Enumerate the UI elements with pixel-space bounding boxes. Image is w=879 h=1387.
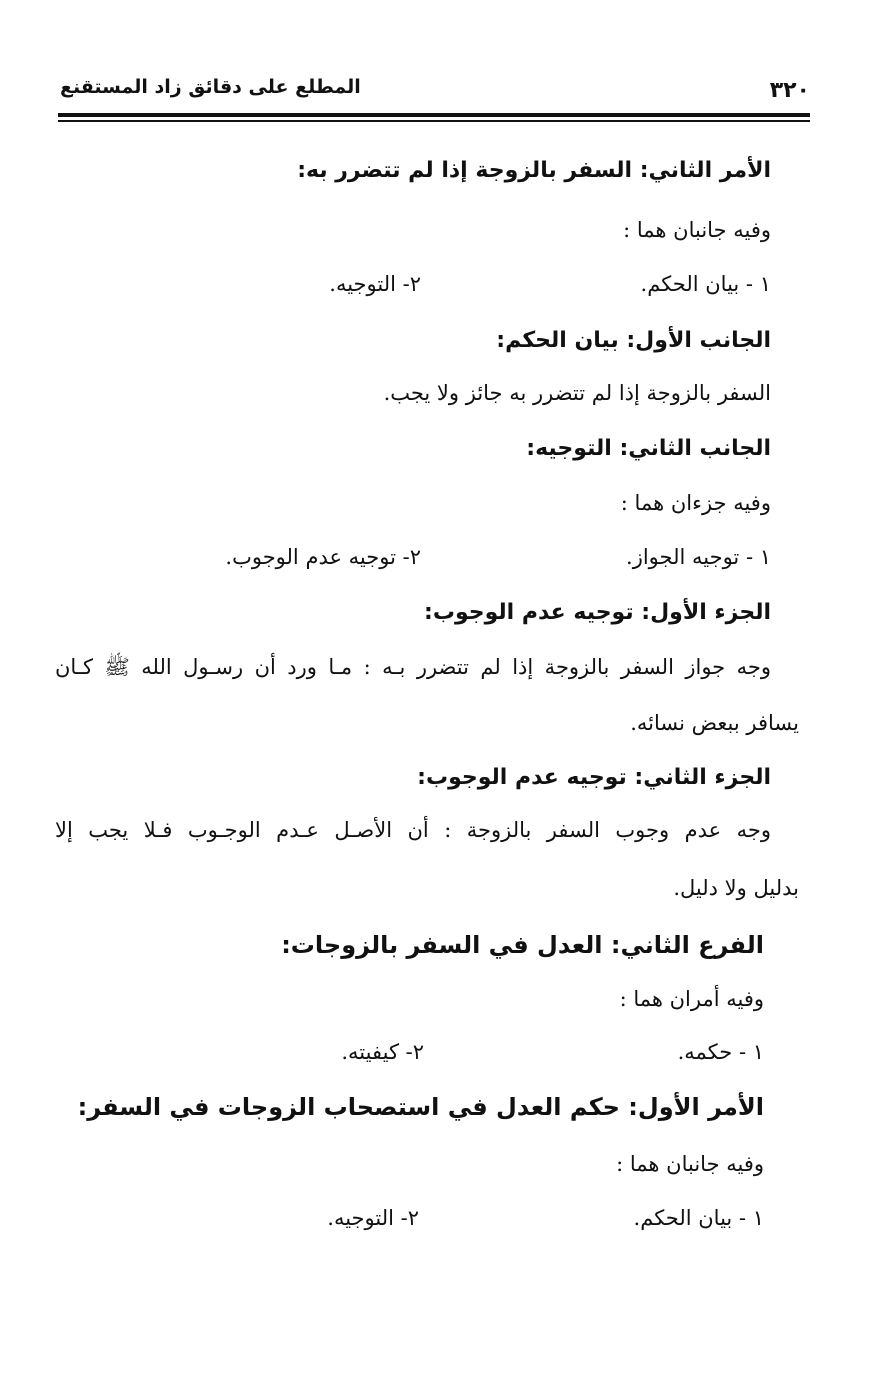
running-title: المطلع على دقائق زاد المستقنع <box>60 76 361 98</box>
paragraph: وفيه جانبان هما : <box>616 1152 764 1176</box>
paragraph: وفيه أمران هما : <box>619 987 764 1011</box>
section-heading: الأمر الأول: حكم العدل في استصحاب الزوجات في السفر: <box>77 1093 764 1121</box>
page-header <box>60 68 810 112</box>
paragraph: وفيه جزءان هما : <box>620 491 771 515</box>
list-row <box>64 1040 764 1072</box>
subheading: الجزء الثاني: توجيه عدم الوجوب: <box>417 765 771 790</box>
list-item: ٢- التوجيه. <box>329 272 421 296</box>
list-row <box>71 272 771 304</box>
header-rule-thick <box>58 113 810 117</box>
section-heading: الأمر الثاني: السفر بالزوجة إذا لم تتضرر به: <box>297 158 771 183</box>
list-item: ١ - بيان الحكم. <box>640 272 771 296</box>
paragraph: السفر بالزوجة إذا لم تتضرر به جائز ولا يجب. <box>383 381 771 405</box>
subheading: الجانب الثاني: التوجيه: <box>526 436 771 461</box>
list-item: ٢- كيفيته. <box>341 1040 424 1064</box>
list-row <box>71 545 771 577</box>
paragraph: وجه عدم وجوب السفر بالزوجة : أن الأصـل عـدم الوجـوب فـلا يجب إلا <box>55 818 771 842</box>
list-item: ٢- توجيه عدم الوجوب. <box>225 545 421 569</box>
paragraph: بدليل ولا دليل. <box>673 876 799 900</box>
list-item: ٢- التوجيه. <box>327 1206 419 1230</box>
subheading: الجزء الأول: توجيه عدم الوجوب: <box>424 600 771 625</box>
paragraph: وفيه جانبان هما : <box>623 218 771 242</box>
list-item: ١ - حكمه. <box>677 1040 764 1064</box>
header-rule-thin <box>58 120 810 122</box>
paragraph: يسافر ببعض نسائه. <box>630 711 799 735</box>
list-item: ١ - بيان الحكم. <box>633 1206 764 1230</box>
list-row <box>64 1206 764 1238</box>
page-number: ٣٢٠ <box>769 78 810 103</box>
list-item: ١ - توجيه الجواز. <box>626 545 771 569</box>
subheading: الجانب الأول: بيان الحكم: <box>496 328 771 353</box>
paragraph: وجه جواز السفر بالزوجة إذا لم تتضرر بـه : مـا ورد أن رسـول الله ﷺ كـان <box>55 655 771 679</box>
section-heading: الفرع الثاني: العدل في السفر بالزوجات: <box>281 931 764 959</box>
